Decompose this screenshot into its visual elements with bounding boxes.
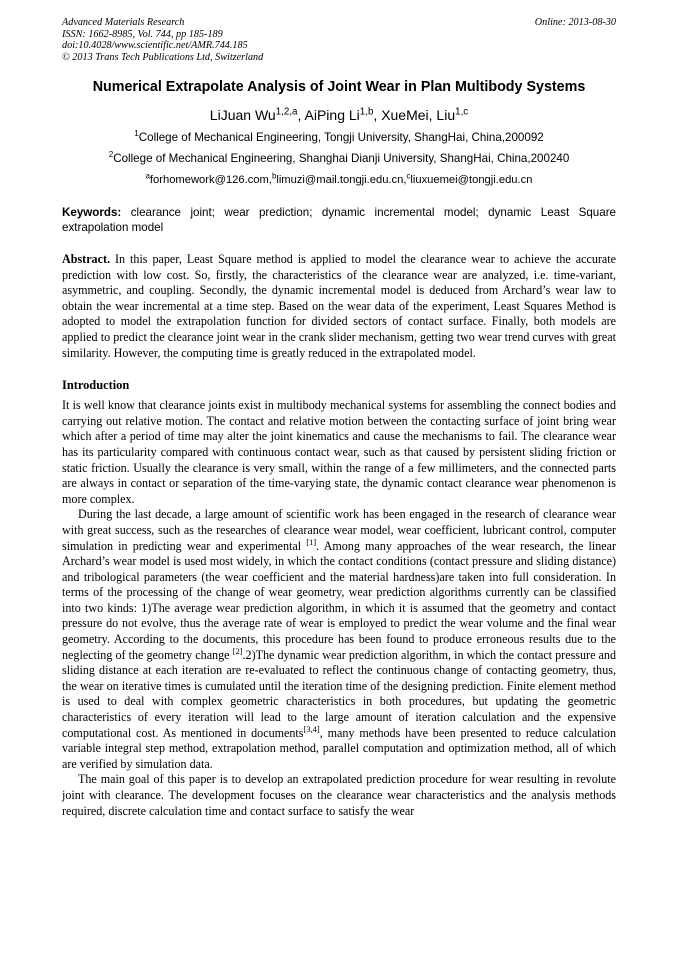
affiliation-sup: 2 xyxy=(108,150,114,160)
author-affil-sup: 1,2,a xyxy=(275,106,298,118)
abstract-label: Abstract. xyxy=(62,252,111,266)
paragraph-text: , many methods have been presented to reduce calculation variable integral step method, extrapolation method, parallel computation and optimization method, all of which are verified by simulation data. xyxy=(62,725,617,771)
keywords-label: Keywords: xyxy=(62,206,122,219)
paragraph-text: During the last decade, a large amount of scientific work has been engaged in the research of clearance wear with great success, such as the researches of clearance wear model, wear coefficient, lubricant control, computer simulation in predicting wear and experimental xyxy=(62,507,616,553)
author-affil-sup: 1,c xyxy=(455,106,469,118)
keywords-text: clearance joint; wear prediction; dynamic incremental model; dynamic Least Square extrapolation model xyxy=(62,206,616,234)
affiliation-sup: 1 xyxy=(134,129,139,139)
journal-header xyxy=(62,17,616,63)
online-date: Online: 2013-08-30 xyxy=(534,17,616,28)
paragraph-text: .2)The dynamic wear prediction algorithm, in which the contact pressure and sliding distance at each iteration are re-evaluated to reflect the continuous change of contacting geometry, thus, the wear on iterative times is cumulated until the iteration time of the designing prediction. Finite element method is used to deal with complex geometric characteristics in both procedures, but updating the geometric characteristics of every iteration will lead to the large amount of iteration calculation and the expensive computational cost. As mentioned in documents xyxy=(62,647,616,740)
intro-paragraph-2 xyxy=(62,507,616,772)
affiliation-text: College of Mechanical Engineering, Tongji University, ShangHai, China,200092 xyxy=(138,131,544,144)
affiliation-text: College of Mechanical Engineering, Shanghai Dianji University, ShangHai, China,200240 xyxy=(113,152,570,165)
journal-copyright: © 2013 Trans Tech Publications Ltd, Switzerland xyxy=(62,51,264,63)
email-sup: a xyxy=(145,171,150,181)
abstract-text: In this paper, Least Square method is applied to model the clearance wear to achieve the accurate prediction with low cost. So, firstly, the characteristics of the clearance wear are analyzed, i.e. time-variant, asymmetric, and coupling. Secondly, the dynamic incremental model is deduced from Archard’s wear law to obtain the wear incremental at a time step. Based on the wear data of the experiment, Least Squares Method is adopted to model the extrapolation function for divided sectors of contact surface. Finally, both models are applied to predict the clearance joint wear in the crank slider mechanism, getting two wear trend curves with great similarity. However, the computing time is greatly reduced in the extrapolated model. xyxy=(62,252,616,360)
journal-doi: doi:10.4028/www.scientific.net/AMR.744.185 xyxy=(62,40,248,51)
citation-ref[interactable]: [1] xyxy=(306,536,317,547)
intro-paragraph-3: The main goal of this paper is to develop an extrapolated prediction procedure for wear resulting in revolute joint with clearance. The development focuses on the clearance wear characteristics and the analysis methods required, discrete calculation time and contact surface to satisfy the wear xyxy=(62,772,616,818)
paragraph-text: . Among many approaches of the wear research, the linear Archard’s wear model is used most widely, in which the contact conditions (contact pressure and sliding distance) and tribological parameters (the wear coefficient and the material hardness)are taken into full consideration. In terms of the processing of the change of wear geometry, wear prediction algorithms currently can be classified into two kinds: 1)The average wear prediction algorithm, in which it is assumed that the geometry and contact pressure do not evolve, thus the average rate of wear is employed to predict the wear volume and the final wear geometry. According to the documents, this procedure has been found to produce erroneous results due to the neglecting of the geometry change xyxy=(62,538,616,662)
email-list xyxy=(62,173,616,187)
keywords xyxy=(62,205,616,235)
email-address[interactable]: forhomework@126.com, xyxy=(149,174,272,186)
paper-title: Numerical Extrapolate Analysis of Joint Wear in Plan Multibody Systems xyxy=(92,79,586,95)
author-name: AiPing Li xyxy=(304,107,360,123)
citation-ref[interactable]: [3,4] xyxy=(303,723,320,734)
citation-ref[interactable]: [2] xyxy=(232,645,243,656)
email-address[interactable]: limuzi@mail.tongji.edu.cn, xyxy=(276,174,407,186)
journal-issn: ISSN: 1662-8985, Vol. 744, pp 185-189 xyxy=(62,28,223,40)
affiliation xyxy=(62,152,616,166)
email-address[interactable]: liuxuemei@tongji.edu.cn xyxy=(410,174,533,186)
author-affil-sup: 1,b xyxy=(359,106,374,118)
author-name: LiJuan Wu xyxy=(209,107,276,123)
email-sup: c xyxy=(406,171,411,181)
affiliation xyxy=(62,131,616,145)
journal-name: Advanced Materials Research xyxy=(62,17,185,28)
intro-paragraph-1: It is well know that clearance joints exist in multibody mechanical systems for assembling the connect bodies and carrying out relative motion. The contact and relative motion between the contacting surface of joint bring wear which after a period of time may alter the joint kinematics and cause the mechanisms to fail. The clearance wear has its particularity compared with continuous contact wear, such as that caused by persistent sliding friction or static friction. Usually the clearance is very small, within the range of a few millimeters, and the connected parts are always in contact or separation of the time-varying state, the dynamic contact clearance wear phenomenon is more complex. xyxy=(62,398,616,506)
author-name: XueMei, Liu xyxy=(381,107,456,123)
abstract xyxy=(62,252,616,361)
section-heading-introduction: Introduction xyxy=(62,378,130,393)
email-sup: b xyxy=(271,171,277,181)
author-list: LiJuan Wu$^{1,2,a}$, AiPing Li$^{1,b}$, XueMei, Liu$^{1,c}$ xyxy=(209,106,469,123)
